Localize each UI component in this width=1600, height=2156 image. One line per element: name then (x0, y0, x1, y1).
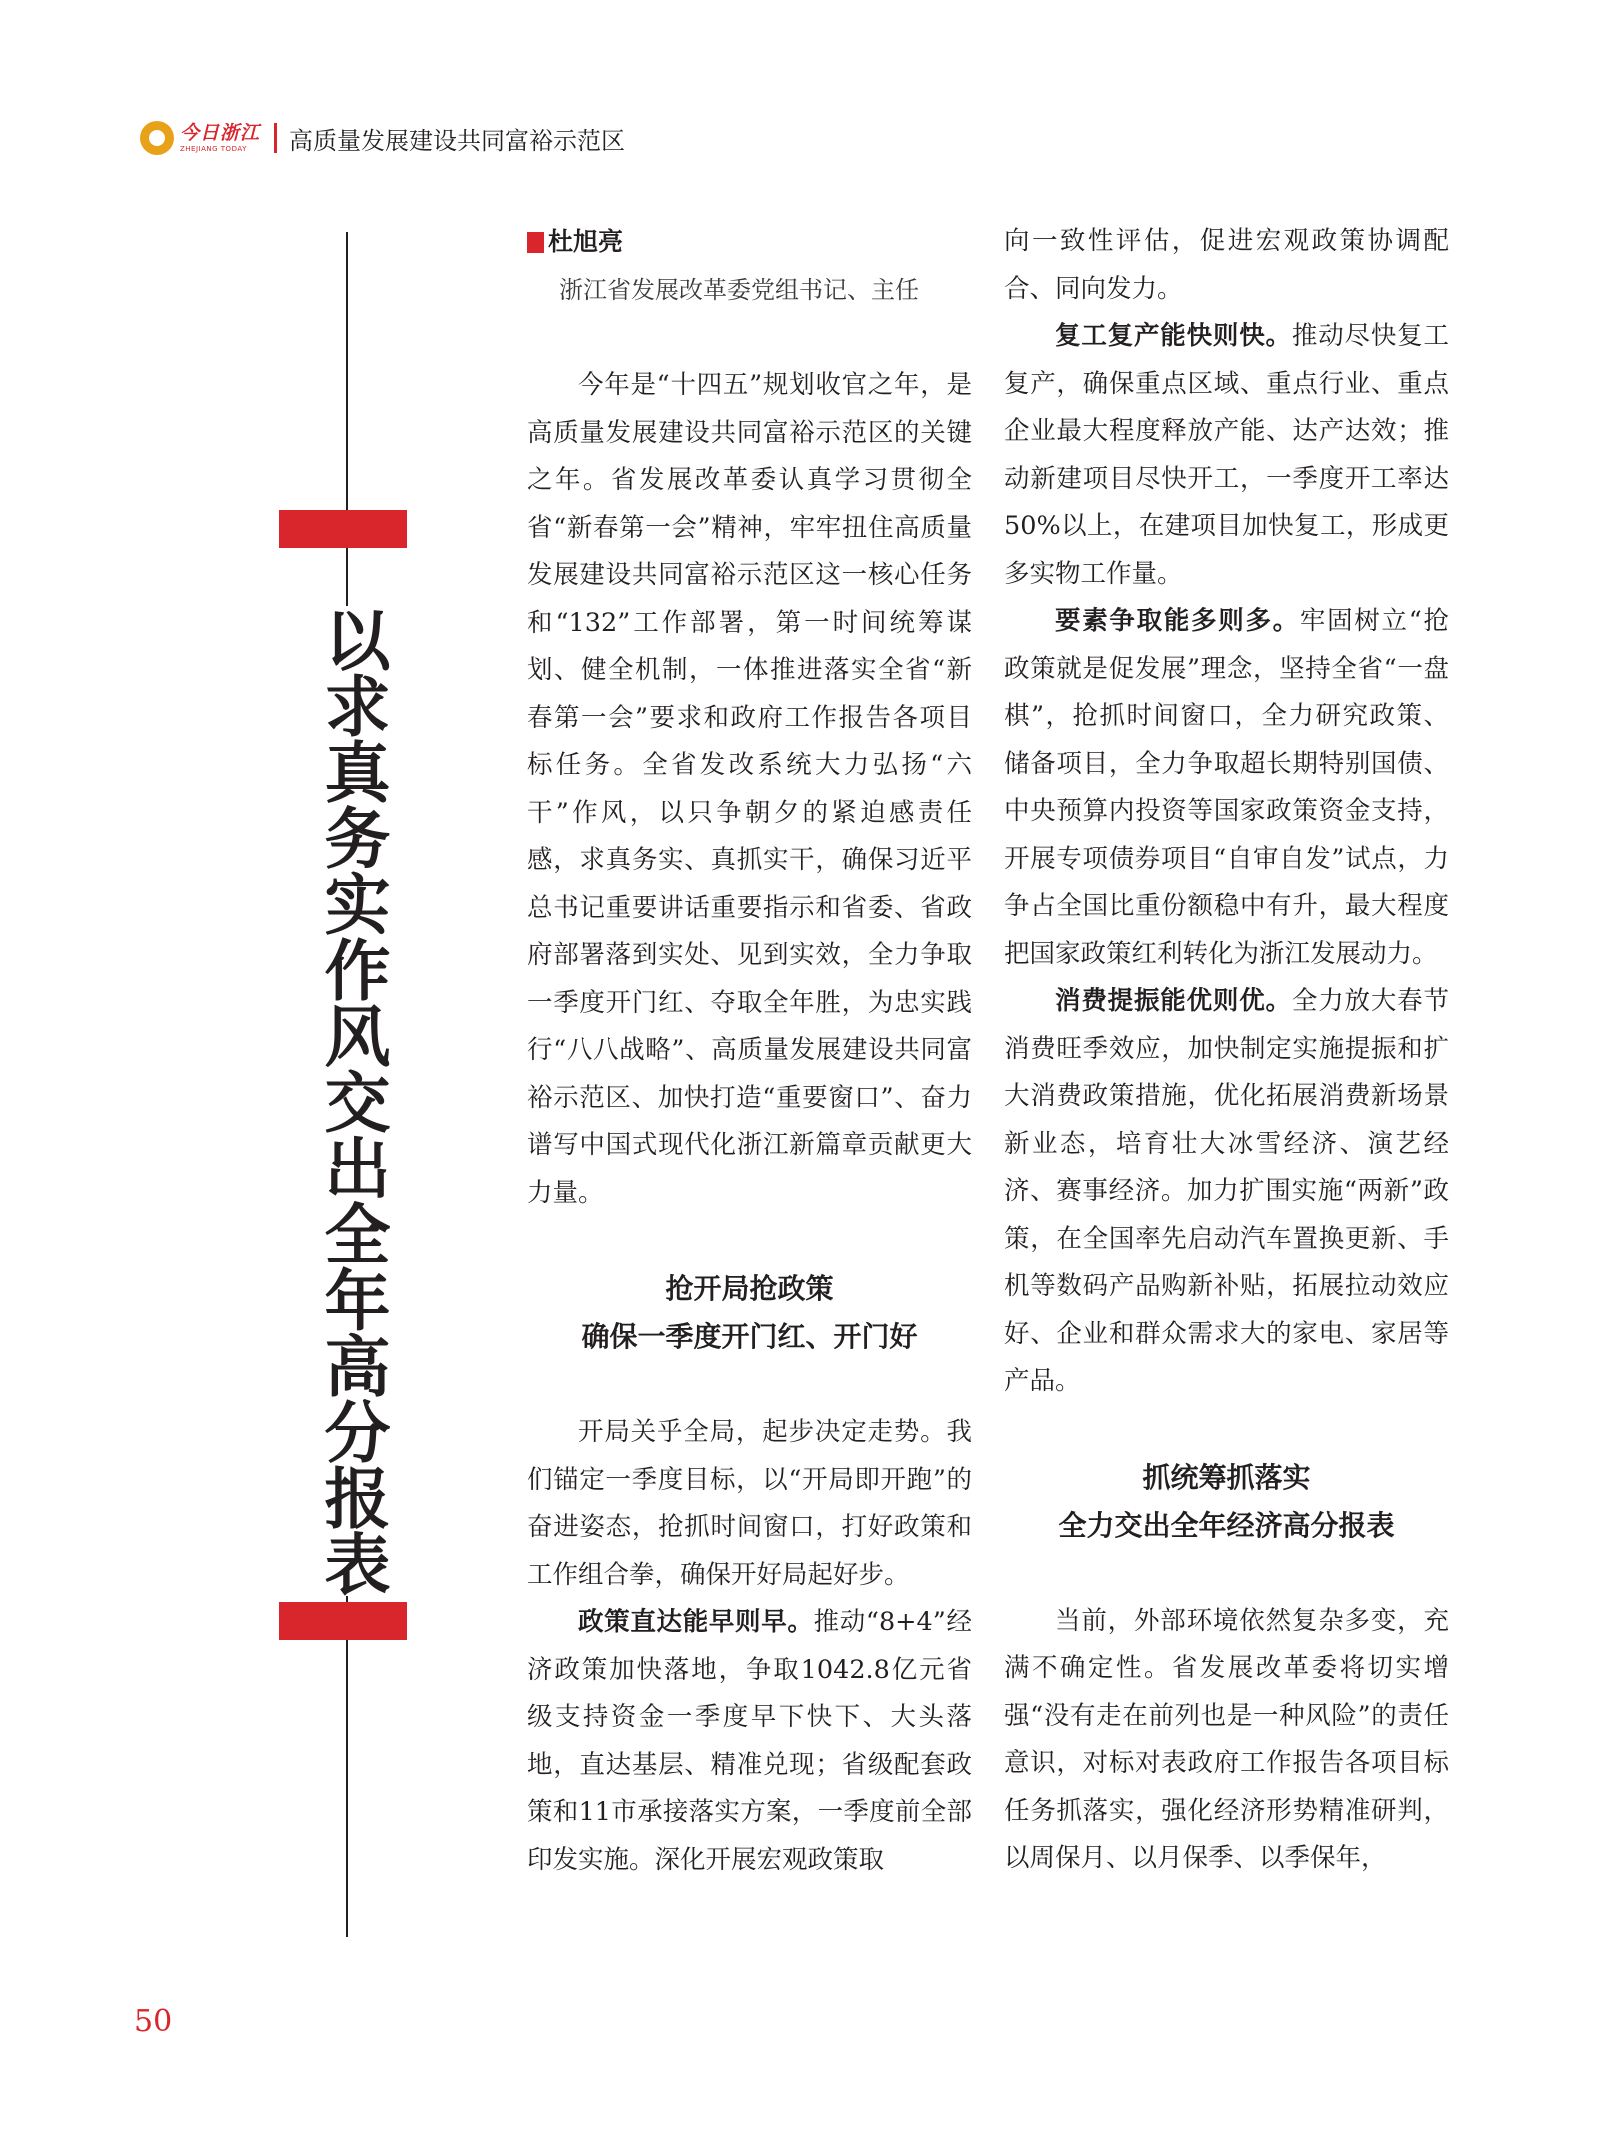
logo-wordmark (180, 121, 261, 153)
logo-chinese-text: 今日浙江 (180, 121, 261, 144)
paragraph-lead: 复工复产能快则快。 (1055, 321, 1292, 351)
section2-paragraph-1: 当前，外部环境依然复杂多变，充满不确定性。省发展改革委将切实增强“没有走在前列也是一种风险”的责任意识，对标对表政府工作报告各项目标任务抓落实，强化经济形势精准研判，以周保月、以月保季、以季保年， (1004, 1605, 1449, 1873)
paragraph-lead: 消费提振能优则优。 (1055, 986, 1292, 1016)
red-square-marker (527, 232, 544, 253)
section2-heading-line1: 抓统筹抓落实 (1142, 1460, 1311, 1494)
paragraph-body: 全力放大春节消费旺季效应，加快制定实施提振和扩大消费政策措施，优化拓展消费新场景新业态，培育壮大冰雪经济、演艺经济、赛事经济。加力扩围实施“两新”政策，在全国率先启动汽车置换更新、手机等数码产品购新补贴，拓展拉动效应好、企业和群众需求大的家电、家居等产品。 (1004, 986, 1449, 1396)
red-bar-bottom (279, 1602, 407, 1640)
section-title: 高质量发展建设共同富裕示范区 (289, 126, 626, 155)
section1-paragraph-3 (1004, 313, 1449, 598)
red-bar-top (279, 510, 407, 548)
section1-paragraph-4 (1004, 598, 1449, 978)
page-number: 50 (134, 2004, 173, 2039)
section1-heading-line1: 抢开局抢政策 (665, 1272, 834, 1305)
text-column-2 (1004, 218, 1449, 1883)
spacer (527, 1361, 972, 1409)
section1-paragraph-1: 开局关乎全局，起步决定走势。我们锚定一季度目标，以“开局即开跑”的奋进姿态，抢抓时间窗口，打好政策和工作组合拳，确保开好局起好步。 (527, 1417, 972, 1590)
logo-english-text: ZHEJIANG TODAY (180, 144, 247, 153)
author-name: 杜旭亮 (548, 227, 624, 256)
paragraph-body: 推动“8+4”经济政策加快落地，争取1042.8亿元省级支持资金一季度早下快下、大头落地，直达基层、精准兑现；省级配套政策和11市承接落实方案，一季度前全部印发实施。深化开展宏观政策取 (527, 1607, 972, 1875)
paragraph-body: 推动尽快复工复产，确保重点区域、重点行业、重点企业最大程度释放产能、达产达效；推动新建项目尽快开工，一季度开工率达50%以上，在建项目加快复工，形成更多实物工作量。 (1004, 321, 1449, 589)
sun-logo-icon (140, 121, 174, 155)
intro-paragraph: 今年是“十四五”规划收官之年，是高质量发展建设共同富裕示范区的关键之年。省发展改革委认真学习贯彻全省“新春第一会”精神，牢牢扭住高质量发展建设共同富裕示范区这一核心任务和“132”工作部署，第一时间统筹谋划、健全机制，一体推进落实全省“新春第一会”要求和政府工作报告各项目标任务。全省发改系统大力弘扬“六干”作风，以只争朝夕的紧迫感责任感，求真务实、真抓实干，确保习近平总书记重要讲话重要指示和省委、省政府部署落到实处、见到实效，全力争取一季度开门红、夺取全年胜，为忠实践行“八八战略”、高质量发展建设共同富裕示范区、加快打造“重要窗口”、奋力谱写中国式现代化浙江新篇章贡献更大力量。 (527, 370, 972, 1208)
page-header (140, 118, 625, 158)
header-divider (274, 123, 277, 153)
paragraph-body: 牢固树立“抢政策就是促发展”理念，坚持全省“一盘棋”，抢抓时间窗口，全力研究政策、储备项目，全力争取超长期特别国债、中央预算内投资等国家政策资金支持，开展专项债券项目“自审自发”试点，力争占全国比重份额稳中有升，最大程度把国家政策红利转化为浙江发展动力。 (1004, 606, 1449, 969)
section1-paragraph-5 (1004, 978, 1449, 1406)
spacer (527, 1217, 972, 1265)
spacer (527, 314, 972, 362)
spacer (1004, 1550, 1449, 1598)
author-title: 浙江省发展改革委党组书记、主任 (559, 276, 919, 304)
spacer (1004, 1406, 1449, 1454)
section1-paragraph-2 (527, 1599, 972, 1884)
article-headline: 以求真务实作风交出全年高分报表 (306, 606, 386, 1596)
section2-heading-line2: 全力交出全年经济高分报表 (1058, 1508, 1395, 1542)
section1-heading-line2: 确保一季度开门红、开门好 (581, 1320, 918, 1353)
paragraph-lead: 政策直达能早则早。 (578, 1607, 814, 1637)
text-column-1 (527, 218, 972, 1884)
paragraph-lead: 要素争取能多则多。 (1055, 606, 1300, 636)
magazine-logo (140, 121, 260, 155)
author-byline (527, 218, 972, 266)
continued-paragraph: 向一致性评估，促进宏观政策协调配合、同向发力。 (1004, 226, 1449, 304)
